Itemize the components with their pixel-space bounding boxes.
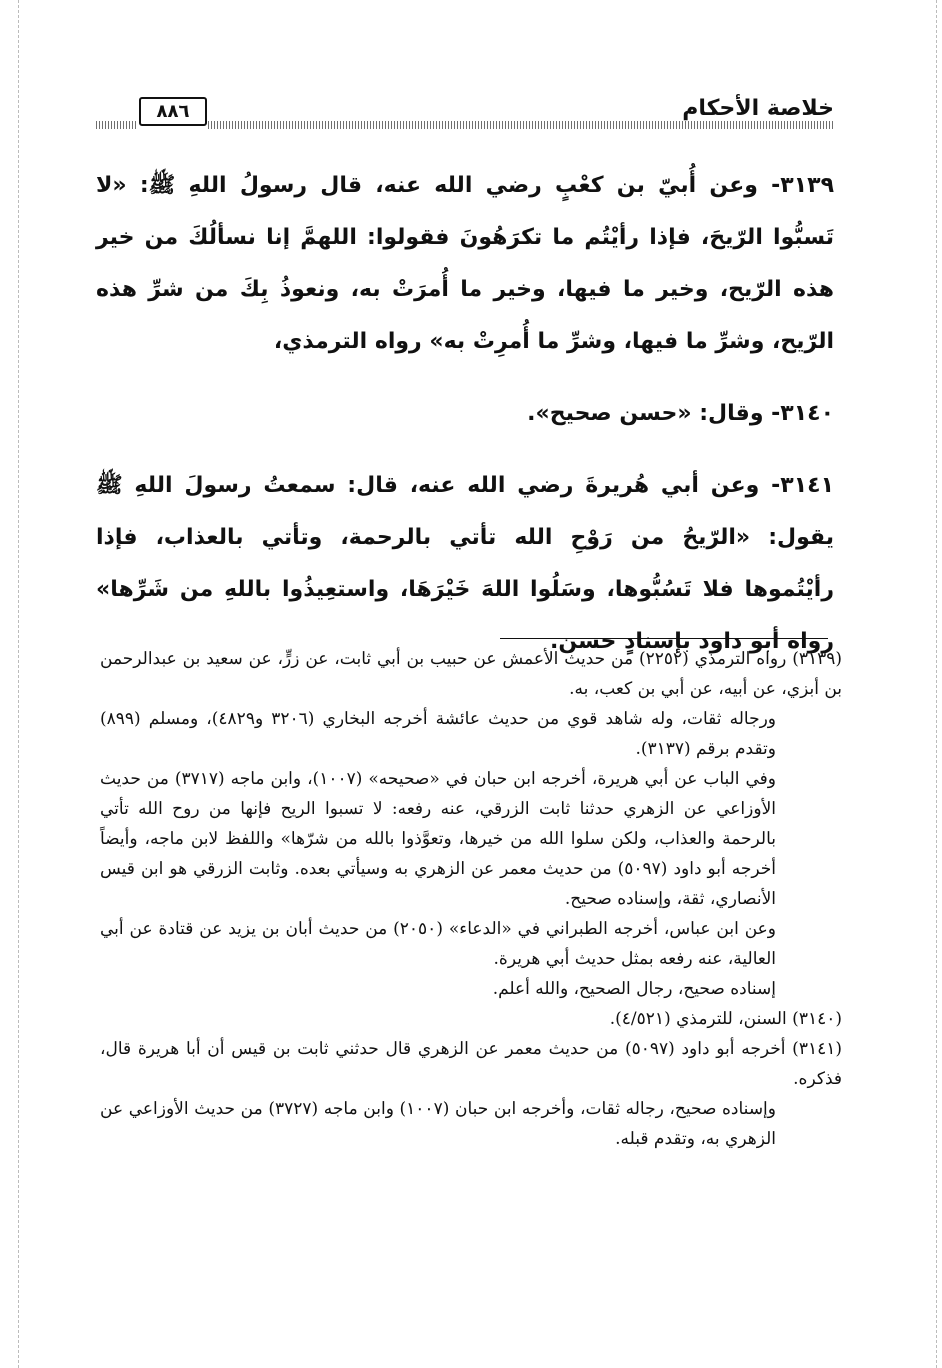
footnote: (٣١٤١) أخرجه أبو داود (٥٠٩٧) من حديث معمر عن الزهري قال حدثني ثابت بن قيس أن أبا هريرة قال، فذكره. [100,1039,842,1089]
footnote: ورجاله ثقات، وله شاهد قوي من حديث عائشة أخرجه البخاري (٣٢٠٦ و٤٨٢٩)، ومسلم (٨٩٩) وتقدم برقم (٣١٣٧). [100,709,776,759]
hadith-3141: ٣١٤١- وعن أبي هُريرةَ رضي الله عنه، قال: سمعتُ رسولَ اللهِ ﷺ يقول: «الرّيحُ من رَوْحِ الله تأتي بالرحمة، وتأتي بالعذاب، فإذا رأيْتُموها فلا تَسُبُّوها، وسَلُوا اللهَ خَيْرَهَا، واستعِيذُوا باللهِ من شَرِّها» رواه أبو داود بإسنادٍ حسن. [96,473,834,654]
footnote: وإسناده صحيح، رجاله ثقات، وأخرجه ابن حبان (١٠٠٧) وابن ماجه (٣٧٢٧) من حديث الأوزاعي عن الزهري به، وتقدم قبله. [100,1099,776,1149]
scan-edge-line [18,0,19,1368]
header-rule-left [96,121,136,129]
scan-edge-line [936,0,937,1368]
hadith-3140: ٣١٤٠- وقال: «حسن صحيح». [527,401,834,426]
footnote: وعن ابن عباس، أخرجه الطبراني في «الدعاء» (٢٠٥٠) من حديث أبان بن يزيد عن قتادة عن أبي العالية، عنه رفعه بمثل حديث أبي هريرة. [100,919,776,969]
footnote: (٣١٣٩) رواه الترمذي (٢٢٥٢) من حديث الأعمش عن حبيب بن أبي ثابت، عن زرٍّ، عن سعيد بن عبدالرحمن بن أبزي، عن أبيه، عن أبي بن كعب، به. [100,649,842,699]
page-header [96,82,834,142]
footnote: (٣١٤٠) السنن، للترمذي (٤/٥٢١). [609,1009,842,1029]
footnote: وفي الباب عن أبي هريرة، أخرجه ابن حبان في «صحيحه» (١٠٠٧)، وابن ماجه (٣٧١٧) من حديث الأوزاعي عن الزهري حدثنا ثابت الزرقي، عنه رفعه: لا تسبوا الريح فإنها من روح الله تأتي بالرحمة والعذاب، ولكن سلوا الله من خيرها، وتعوَّذوا بالله من شرّها» واللفظ لابن ماجه، وأيضاً أخرجه أبو داود (٥٠٩٧) من حديث معمر عن الزهري به وسيأتي بعده. وثابت الزرقي هو ابن قيس الأنصاري، ثقة، وإسناده صحيح. [100,769,777,909]
book-title: خلاصة الأحكام [682,96,834,121]
footnotes-section [100,644,842,1154]
hadith-section [96,160,834,688]
hadith-3139: ٣١٣٩- وعن أُبيّ بن كعْبٍ رضي الله عنه، قال رسولُ اللهِ ﷺ: «لا تَسبُّوا الرّيحَ، فإذا رأيْتُم ما تكرَهُونَ فقولوا: اللهمَّ إنا نسألُكَ من خير هذه الرّيح، وخير ما فيها، وخير ما أُمرَتْ به، ونعوذُ بِكَ من شرِّ هذه الرّيح، وشرِّ ما فيها، وشرِّ ما أُمرِتْ به» رواه الترمذي، [96,173,834,354]
footnote: إسناده صحيح، رجال الصحيح، والله أعلم. [492,979,776,999]
footnote-separator [500,638,828,639]
page-number: ٨٨٦ [139,97,207,126]
header-rule [208,121,834,129]
